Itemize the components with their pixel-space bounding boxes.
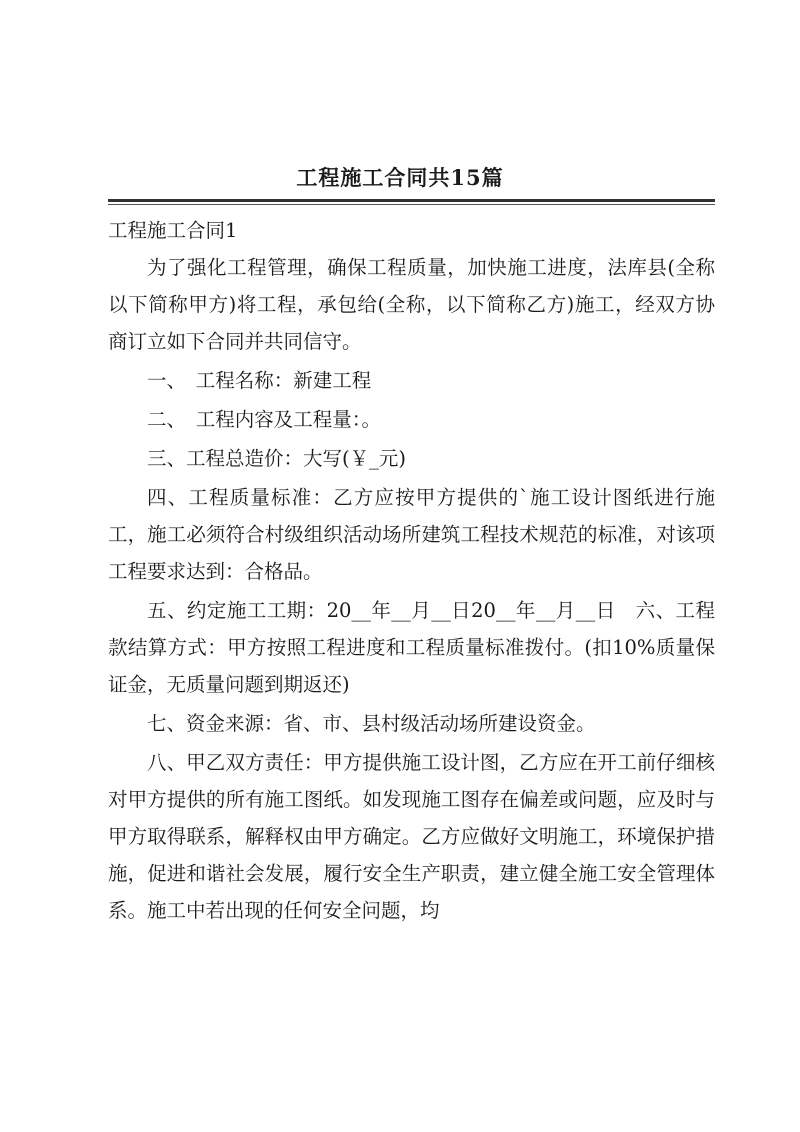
paragraph-clause-7: 七、资金来源：省、市、县村级活动场所建设资金。 — [147, 712, 596, 735]
paragraph-intro: 为了强化工程管理，确保工程质量，加快施工进度，法库县(全称以下简称甲方)将工程，承包给(全称，以下简称乙方)施工，经双方协商订立如下合同并共同信守。 — [108, 256, 715, 353]
paragraph-clause-2: 二、 工程内容及工程量：。 — [147, 408, 382, 431]
paragraph-clause-8: 八、甲乙双方责任：甲方提供施工设计图，乙方应在开工前仔细核对甲方提供的所有施工图纸。如发现施工图存在偏差或问题，应及时与甲方取得联系，解释权由甲方确定。乙方应做好文明施工，环境保护措施，促进和谐社会发展，履行安全生产职责，建立健全施工安全管理体系。施工中若出现的任何安全问题，均 — [108, 751, 715, 922]
title-rule-thin — [108, 204, 715, 205]
paragraph-clause-3: 三、工程总造价：大写(￥_元) — [147, 447, 406, 470]
section-heading: 工程施工合同1 — [108, 219, 238, 242]
paragraph-clause-4: 四、工程质量标准：乙方应按甲方提供的`施工设计图纸进行施工，施工必须符合村级组织活动场所建筑工程技术规范的标准，对该项工程要求达到：合格品。 — [108, 486, 715, 583]
document-title: 工程施工合同共15篇 — [296, 165, 504, 190]
document-body — [108, 212, 715, 929]
paragraph-clause-5-6: 五、约定施工工期：20__年__月__日20__年__月__日 六、工程款结算方式：甲方按照工程进度和工程质量标准拨付。(扣10%质量保证金，无质量问题到期返还) — [108, 599, 715, 696]
title-rule-thick — [108, 199, 715, 202]
paragraph-clause-1: 一、 工程名称：新建工程 — [147, 369, 372, 392]
